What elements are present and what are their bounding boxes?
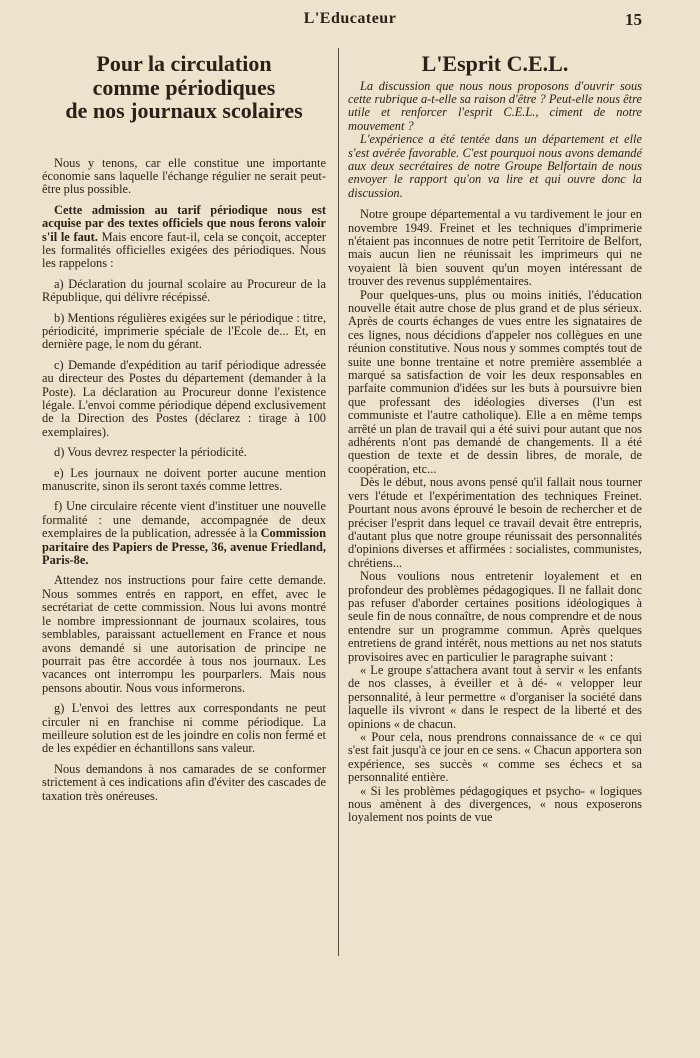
paragraph: Notre groupe départemental a vu tardivement le jour en novembre 1949. Freinet et les techniques d'imprimerie n'étaient pas inconnues de notre petit Territoire de Belfort, mais aucun lien ne réunissait les imprimeurs qui ne voyaient là bien souvent qu'un moyen intéressant de trouver des revenus supplémentaires. [348,207,642,289]
list-item-d: d) Vous devrez respecter la périodicité. [54,445,247,460]
editorial-intro [348,80,642,201]
list-item-f [42,500,326,567]
article-title-left [42,52,326,123]
bold-text: Cette admission au tarif périodique nous est acquise par des textes officiels que nous ferons valoir s'il le faut. [42,202,326,244]
title-line: Pour la circulation [96,51,272,76]
text: Mais encore faut-il, cela se conçoit, accepter les formalités officielles exigées des périodiques. Nous les rappelons : [42,229,326,271]
running-title: L'Educateur [303,10,397,27]
right-column [348,52,642,825]
text: f) Une circulaire récente vient d'instituer une nouvelle formalité : une demande, accompagnée de deux exemplaires de la publication, adressée à la [42,499,326,541]
left-column [42,52,326,810]
quote-paragraph: « Le groupe s'attachera avant tout à servir « les enfants de nos classes, à éveiller et à dé- « velopper leur personnalité, à leur permettre « d'organiser la société dans laquelle ils vivront « dans le respect de la liberté et des opinions « de chacun. [348,662,642,731]
article-body [348,208,642,825]
column-divider [338,48,339,956]
bold-text: Commission paritaire des Papiers de Presse, 36, avenue Friedland, Paris-8e. [42,526,326,568]
paragraph: Nous demandons à nos camarades de se conformer strictement à ces indications afin d'éviter des cascades de taxation très onéreuses. [42,761,326,803]
paragraph: Nous voulions nous entretenir loyalement et en profondeur des problèmes pédagogiques. Il ne fallait donc pas refuser d'aborder certaines positions idéologiques à seule fin de nous connaître, de nous comprendre et de nous entendre sur un programme commun. Après quelques entretiens de grand intérêt, nous mettions au net nos statuts provisoires avec en particulier le paragraphe suivant : [348,569,642,664]
statutes-quote [348,664,642,825]
page-number: 15 [625,10,642,29]
paragraph: Attendez nos instructions pour faire cette demande. Nous sommes entrés en rapport, en effet, avec le secrétariat de cette commission. Nous lui avons montré le nombre impressionnant de journaux scolaires, tous semblables, paraissant actuellement en France et nous avons demandé si une autorisation de principe ne pourrait pas être accordée à tous nos journaux. Les vacances ont interrompu les pourparlers. Mais nous pensons aboutir. Nous vous informerons. [42,573,326,695]
article-title-right: L'Esprit C.E.L. [421,51,569,76]
list-item-g: g) L'envoi des lettres aux correspondants ne peut circuler ni en franchise ni comme périodique. La meilleure solution est de les joindre en colis non fermé et de les expédier en échantillons sans valeur. [42,701,326,756]
title-line: comme périodiques [92,74,276,100]
list-item-a: a) Déclaration du journal scolaire au Procureur de la République, qui délivre récépissé. [42,276,326,305]
quote-paragraph: « Pour cela, nous prendrons connaissance de « ce qui s'est fait jusqu'à ce jour en ce sens. « Chacun apportera son expérience, ses succès « comme ses échecs et sa personnalité entière. [348,730,642,785]
paragraph [42,204,326,271]
paragraph: Nous y tenons, car elle constitue une importante économie sans laquelle l'échange régulier ne serait peut-être plus possible. [42,155,326,197]
intro-paragraph: La discussion que nous nous proposons d'ouvrir sous cette rubrique a-t-elle sa raison d'être ? Peut-elle nous être utile et renforcer l'esprit C.E.L., ciment de notre mouvement ? [348,78,642,133]
title-line: de nos journaux scolaires [65,98,303,123]
paragraph: Pour quelques-uns, plus ou moins initiés, l'éducation nouvelle était autre chose de plus grand et de plus sérieux. Après de courts échanges de vues entre les signataires de ces lignes, nous décidions d'appeler nos collègues en une réunion constitutive. Nous nous y sommes comptés tout de suite une bonne trentaine et notre première assemblée a marqué sa satisfaction de voir les deux responsables en parfaite communion d'idées sur les buts à poursuivre bien que professant des idéologies diverses (l'un est communiste et l'autre catholique). Elle a en même temps arrêté un plan de travail qui a été suivi pour autant que nos adhérents n'ont pas demandé de changements. Il a été question de texte et de dessin libres, de morale, de coopération, etc... [348,287,642,476]
quote-paragraph: « Si les problèmes pédagogiques et psycho- « logiques nous amènent à des divergences, « nous exposerons loyalement nos points de vue [348,783,642,825]
list-item-e: e) Les journaux ne doivent porter aucune mention manuscrite, sinon ils seront taxés comme lettres. [42,465,326,494]
list-item-b: b) Mentions régulières exigées sur le périodique : titre, périodicité, imprimerie spéciale de l'Ecole de... Et, en dernière page, le nom du gérant. [42,310,326,352]
list-item-c: c) Demande d'expédition au tarif périodique adressée au directeur des Postes du département (demander à la Poste). La déclaration au Procureur donne l'existence légale. L'envoi comme périodique dépend exclusivement de la Direction des Postes (déclarez : tirage à 100 exemplaires). [42,357,326,439]
paragraph: Dès le début, nous avons pensé qu'il fallait nous tourner vers l'étude et l'expérimentation des techniques Freinet. Pourtant nous avons éprouvé le besoin de rechercher et de préciser l'esprit dans lequel ce travail devait être entrepris, d'autant plus que notre groupe réunissait des personnalités d'opinions diverses et affirmées : socialistes, communistes, chrétiens... [348,475,642,570]
page-header [0,10,700,30]
intro-paragraph: L'expérience a été tentée dans un département et elle s'est avérée favorable. C'est pourquoi nous avons demandé aux deux secrétaires de notre Groupe Belfortain de nous envoyer le rapport qu'on va lire et qui ouvre donc la discussion. [348,132,642,200]
